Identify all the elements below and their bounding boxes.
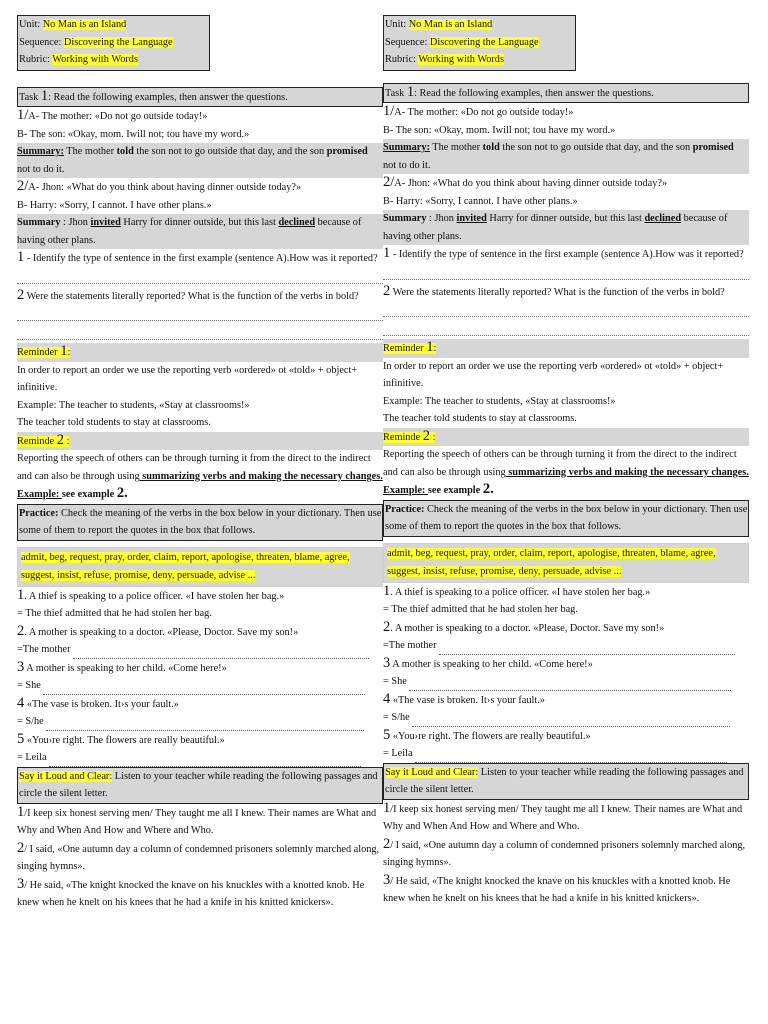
- unit-value: No Man is an Island: [42, 19, 127, 30]
- sequence-value: Discovering the Language: [63, 36, 173, 48]
- example-2-a: 2/A- Jhon: «What do you think about having dinner outside today?»: [383, 174, 668, 190]
- practice-answer-1: = The thief admitted that he had stolen her bag.: [17, 608, 212, 619]
- rubric-label: Rubric:: [385, 54, 416, 65]
- reminder-1-line-2: Example: The teacher to students, «Stay at classrooms!»: [17, 399, 250, 411]
- sequence-value: Discovering the Language: [429, 36, 539, 48]
- passage-1: 1/I keep six honest serving men/ They taught me all I knew. Their names are What and Why and When And How and Where and Who.: [383, 799, 743, 832]
- passage-2: 2/ I said, «One autumn day a column of condemned prisoners solemnly marched along, singing hymns».: [383, 835, 746, 868]
- example-1-b: B- The son: «Okay, mom. Iwill not; tou have my word.»: [17, 128, 250, 140]
- practice-answer-3[interactable]: = She: [383, 673, 749, 691]
- header-box: [383, 15, 576, 71]
- example-2-b: B- Harry: «Sorry, I cannot. I have other plans.»: [383, 195, 578, 207]
- sequence-label: Sequence:: [385, 36, 428, 48]
- verb-box: admit, beg, request, pray, order, claim, report, apologise, threaten, blame, agree, suggest, insist, refuse, promise, deny, persuade, advise ...: [383, 543, 749, 583]
- question-1: 1 - Identify the type of sentence in the first example (sentence A).How was it reported?: [383, 245, 744, 261]
- worksheet-column-right: [383, 15, 749, 908]
- unit-value: No Man is an Island: [408, 19, 493, 30]
- practice-answer-5[interactable]: = Leila: [383, 745, 749, 763]
- answer-line[interactable]: [17, 268, 383, 284]
- example-1-b: B- The son: «Okay, mom. Iwill not; tou have my word.»: [383, 124, 616, 136]
- reminder-1-line-1: In order to report an order we use the reporting verb «ordered» ot «told» + object+ infinitive.: [17, 364, 358, 393]
- reminder-2-heading: Reminde 2 :: [17, 432, 383, 451]
- example-2-b: B- Harry: «Sorry, I cannot. I have other plans.»: [17, 199, 212, 211]
- header-box: [17, 15, 210, 71]
- example-1-a: 1/A- The mother: «Do not go outside today!»: [383, 103, 574, 119]
- answer-line[interactable]: [17, 305, 383, 321]
- verb-box: admit, beg, request, pray, order, claim, report, apologise, threaten, blame, agree, suggest, insist, refuse, promise, deny, persuade, advise ...: [17, 547, 383, 587]
- rubric-label: Rubric:: [19, 54, 50, 65]
- rubric-value: Working with Words: [418, 54, 504, 65]
- summary-2: Summary : Jhon invited Harry for dinner outside, but this last declined because of having other plans.: [17, 214, 383, 249]
- summary-1: Summary: The mother told the son not to go outside that day, and the son promised not to do it.: [17, 143, 383, 178]
- practice-answer-5[interactable]: = Leila: [17, 749, 383, 767]
- unit-label: Unit:: [385, 19, 407, 30]
- practice-item-4: 4 «The vase is broken. It›s your fault.»: [383, 690, 545, 707]
- question-1: 1 - Identify the type of sentence in the first example (sentence A).How was it reported?: [17, 249, 378, 265]
- practice-answer-4[interactable]: = S/he: [17, 713, 383, 731]
- practice-answer-3[interactable]: = She: [17, 677, 383, 695]
- practice-item-2: 2. A mother is speaking to a doctor. «Please, Doctor. Save my son!»: [17, 622, 299, 639]
- answer-line[interactable]: [17, 324, 383, 340]
- unit-label: Unit:: [19, 19, 41, 30]
- reminder-2-example: Example: see example 2.: [17, 485, 128, 501]
- practice-instruction: Practice: Check the meaning of the verbs in the box below in your dictionary. Then use some of them to report the quotes in the box that follows.: [383, 500, 749, 537]
- reminder-2-text: Reporting the speech of others can be through turning it from the direct to the indirect and can also be through using summarizing verbs and making the necessary changes.: [17, 453, 383, 482]
- sequence-label: Sequence:: [19, 36, 62, 48]
- passage-3: 3/ He said, «The knight knocked the knave on his knuckles with a knotted knob. He knew when he knelt on his knees that he had a knife in his knitted knickers».: [383, 871, 731, 904]
- say-it-instruction: Say it Loud and Clear: Listen to your teacher while reading the following passages and circle the silent letter.: [383, 763, 749, 800]
- reminder-1-line-3: The teacher told students to stay at classrooms.: [17, 417, 211, 428]
- rubric-value: Working with Words: [52, 54, 138, 65]
- summary-2: Summary : Jhon invited Harry for dinner outside, but this last declined because of having other plans.: [383, 210, 749, 245]
- reminder-1-line-2: Example: The teacher to students, «Stay at classrooms!»: [383, 395, 616, 407]
- example-1-a: 1/A- The mother: «Do not go outside today!»: [17, 107, 208, 123]
- passage-2: 2/ I said, «One autumn day a column of condemned prisoners solemnly marched along, singing hymns».: [17, 839, 380, 872]
- say-it-instruction: Say it Loud and Clear: Listen to your teacher while reading the following passages and circle the silent letter.: [17, 767, 383, 804]
- worksheet-column-left: [17, 15, 383, 912]
- reminder-1-line-3: The teacher told students to stay at classrooms.: [383, 413, 577, 424]
- task-instruction: Task 1: Read the following examples, then answer the questions.: [383, 83, 749, 104]
- practice-item-3: 3 A mother is speaking to her child. «Come here!»: [383, 654, 593, 671]
- reminder-1-heading: Reminder 1:: [383, 339, 749, 358]
- practice-item-4: 4 «The vase is broken. It›s your fault.»: [17, 694, 179, 711]
- question-2: 2 Were the statements literally reported? What is the function of the verbs in bold?: [383, 282, 725, 299]
- example-2-a: 2/A- Jhon: «What do you think about having dinner outside today?»: [17, 178, 302, 194]
- passage-1: 1/I keep six honest serving men/ They taught me all I knew. Their names are What and Why and When And How and Where and Who.: [17, 803, 377, 836]
- answer-line[interactable]: [383, 320, 749, 336]
- practice-item-5: 5 «You›re right. The flowers are really beautiful.»: [17, 730, 225, 747]
- practice-item-3: 3 A mother is speaking to her child. «Come here!»: [17, 658, 227, 675]
- practice-instruction: Practice: Check the meaning of the verbs in the box below in your dictionary. Then use some of them to report the quotes in the box that follows.: [17, 504, 383, 541]
- practice-answer-4[interactable]: = S/he: [383, 709, 749, 727]
- practice-answer-2[interactable]: =The mother: [17, 641, 383, 659]
- summary-1: Summary: The mother told the son not to go outside that day, and the son promised not to do it.: [383, 139, 749, 174]
- reminder-1-line-1: In order to report an order we use the reporting verb «ordered» ot «told» + object+ infinitive.: [383, 360, 724, 389]
- practice-answer-2[interactable]: =The mother: [383, 637, 749, 655]
- reminder-2-example: Example: see example 2.: [383, 481, 494, 497]
- practice-answer-1: = The thief admitted that he had stolen her bag.: [383, 604, 578, 615]
- practice-item-2: 2. A mother is speaking to a doctor. «Please, Doctor. Save my son!»: [383, 618, 665, 635]
- answer-line[interactable]: [383, 301, 749, 317]
- answer-line[interactable]: [383, 264, 749, 280]
- passage-3: 3/ He said, «The knight knocked the knave on his knuckles with a knotted knob. He knew when he knelt on his knees that he had a knife in his knitted knickers».: [17, 875, 365, 908]
- practice-item-1: 1. A thief is speaking to a police officer. «I have stolen her bag.»: [17, 586, 285, 603]
- practice-item-5: 5 «You›re right. The flowers are really beautiful.»: [383, 726, 591, 743]
- question-2: 2 Were the statements literally reported? What is the function of the verbs in bold?: [17, 286, 359, 303]
- reminder-1-heading: Reminder 1:: [17, 343, 383, 362]
- practice-item-1: 1. A thief is speaking to a police officer. «I have stolen her bag.»: [383, 582, 651, 599]
- reminder-2-heading: Reminde 2 :: [383, 428, 749, 447]
- reminder-2-text: Reporting the speech of others can be through turning it from the direct to the indirect and can also be through using summarizing verbs and making the necessary changes.: [383, 449, 749, 478]
- task-instruction: Task 1: Read the following examples, then answer the questions.: [17, 87, 383, 108]
